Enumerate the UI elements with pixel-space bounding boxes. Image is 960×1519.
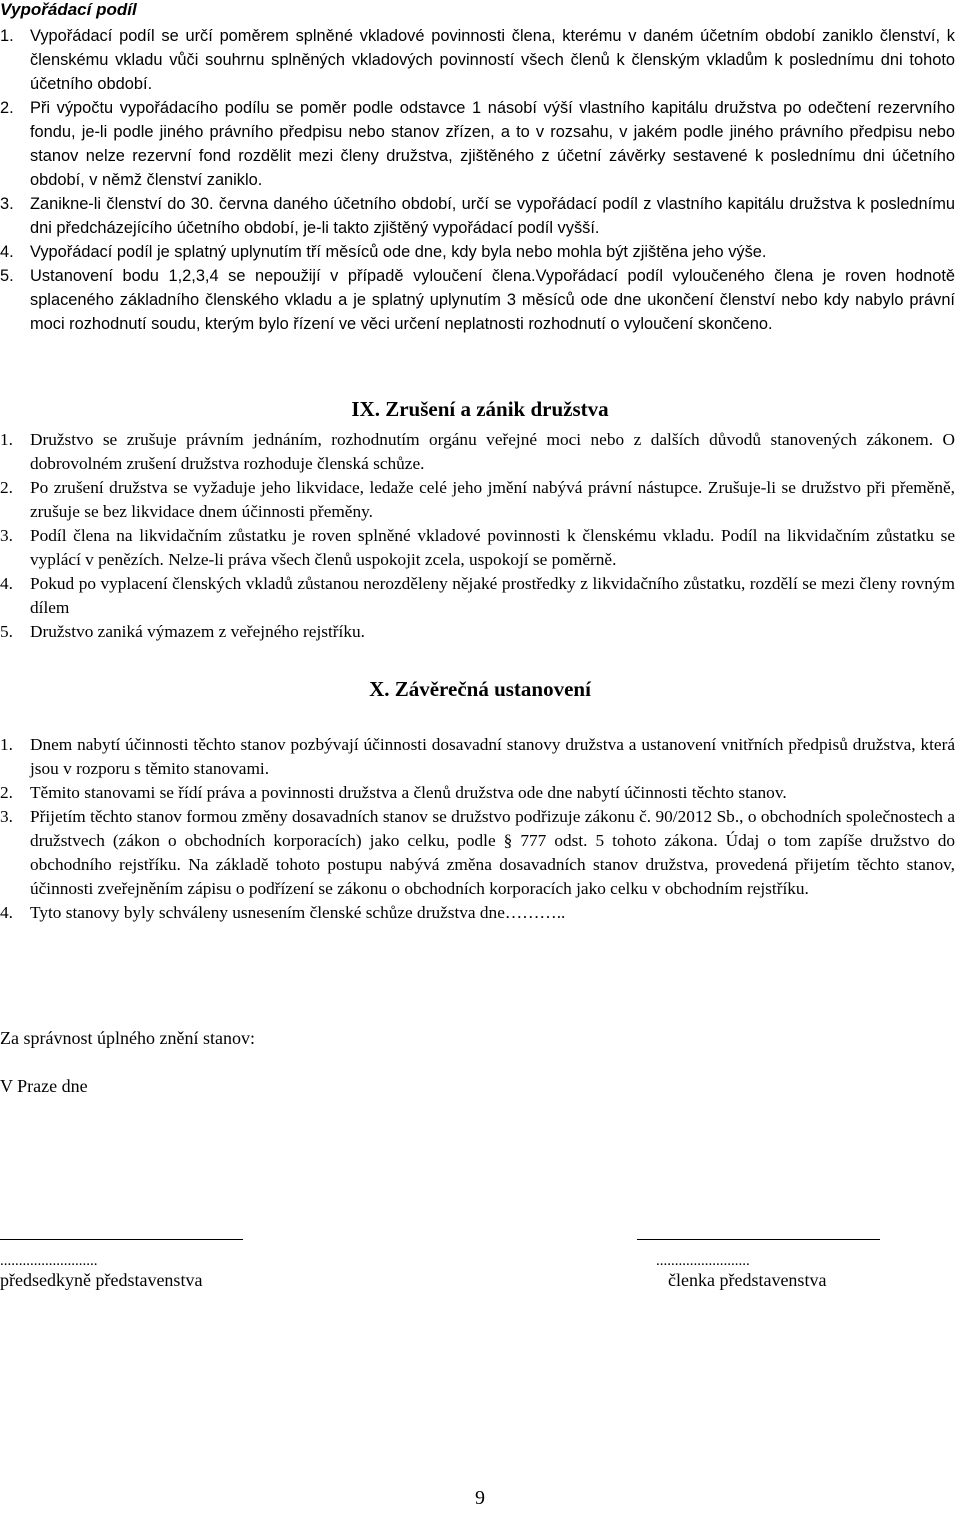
dissolution-section (0, 428, 955, 644)
signature-role-left: předsedkyně představenstva (0, 1270, 203, 1290)
item-text: Družstvo se zrušuje právním jednáním, rozhodnutím orgánu veřejné moci nebo z dalších důvodů stanovených zákonem. O dobrovolném zrušení družstva rozhoduje členská schůze. (30, 430, 955, 473)
item-text: Pokud po vyplacení členských vkladů zůstanou nerozděleny nějaké prostředky z likvidačního zůstatku, rozdělí se mezi členy rovným dílem (30, 574, 955, 617)
item-text: Zanikne-li členství do 30. června daného účetního období, určí se vypořádací podíl z vlastního kapitálu družstva k poslednímu dni předcházejícího účetního období, je-li takto zjištěný vypořádací podíl vyšší. (30, 195, 955, 237)
item-number: 1. (0, 735, 13, 754)
heading-dissolution: IX. Zrušení a zánik družstva (351, 397, 609, 421)
dissolution-list (0, 428, 955, 644)
item-text: Přijetím těchto stanov formou změny dosavadních stanov se družstvo podřizuje zákonu č. 90/2012 Sb., o obchodních společnostech a družstvech (zákon o obchodních korporacích) jako celku, podle § 777 odst. 5 tohoto zákona. Údaj o tom zapíše družstvo do obchodního rejstříku. Na základě tohoto postupu nabývá změna dosavadních stanov družstva, provedená přijetím těchto stanov, účinnosti zveřejněním zápisu o podřízení se zákonu o obchodních korporacích jako celku v obchodním rejstříku. (30, 807, 955, 898)
list-item (0, 572, 955, 620)
list-item (0, 264, 955, 336)
item-text: Po zrušení družstva se vyžaduje jeho likvidace, ledaže celé jeho jmění nabývá právní nástupce. Zrušuje-li se družstvo při přeměně, zrušuje se bez likvidace dnem účinnosti přeměny. (30, 478, 955, 521)
correctness-label: Za správnost úplného znění stanov: (0, 1028, 255, 1048)
final-provisions-list (0, 733, 955, 925)
item-number: 4. (0, 903, 13, 922)
item-text: Dnem nabytí účinnosti těchto stanov pozbývají účinnosti dosavadní stanovy družstva a ustanovení vnitřních předpisů družstva, která jsou v rozporu s těmito stanovami. (30, 735, 955, 778)
final-provisions-section (0, 733, 955, 925)
item-number: 2. (0, 99, 14, 117)
section-title: Vypořádací podíl (0, 0, 137, 19)
item-number: 3. (0, 526, 13, 545)
signature-line-right (637, 1239, 880, 1240)
item-text: Vypořádací podíl se určí poměrem splněné vkladové povinnosti člena, kterému v daném účetním období zaniklo členství, k členskému vkladu vůči souhrnu splněných vkladových povinností všech členů k členským vkladům k poslednímu dni tohoto účetního období. (30, 27, 955, 93)
list-item (0, 901, 955, 925)
settlement-section (0, 24, 955, 336)
item-number: 3. (0, 807, 13, 826)
heading-final-provisions: X. Závěrečná ustanovení (369, 677, 591, 701)
item-text: Těmito stanovami se řídí práva a povinnosti družstva a členů družstva ode dne nabytí účinnosti těchto stanov. (30, 783, 787, 802)
item-number: 2. (0, 783, 13, 802)
item-number: 1. (0, 430, 13, 449)
item-text: Při výpočtu vypořádacího podílu se poměr podle odstavce 1 násobí výší vlastního kapitálu družstva po odečtení rezervního fondu, je-li podle jiného právního předpisu nebo stanov zřízen, a to v rozsahu, v jakém podle jiného právního předpisu nebo stanov nelze rezervní fond rozdělit mezi členy družstva, zjištěného z účetní závěrky sestavené k poslednímu dni účetního období, v němž členství zaniklo. (30, 99, 955, 189)
signature-role-right: členka představenstva (668, 1270, 827, 1290)
settlement-list (0, 24, 955, 336)
list-item (0, 733, 955, 781)
item-text: Vypořádací podíl je splatný uplynutím tří měsíců ode dne, kdy byla nebo mohla být zjištěna jeho výše. (30, 243, 767, 261)
list-item (0, 524, 955, 572)
list-item (0, 620, 955, 644)
item-text: Družstvo zaniká výmazem z veřejného rejstříku. (30, 622, 365, 641)
item-number: 5. (0, 267, 14, 285)
signature-dots-right: ......................... (656, 1253, 750, 1269)
list-item (0, 24, 955, 96)
list-item (0, 192, 955, 240)
signature-line-left (0, 1239, 243, 1240)
item-number: 2. (0, 478, 13, 497)
item-number: 1. (0, 27, 14, 45)
item-number: 4. (0, 243, 14, 261)
list-item (0, 96, 955, 192)
item-text: Ustanovení bodu 1,2,3,4 se nepoužijí v případě vyloučení člena.Vypořádací podíl vyloučeného člena je roven hodnotě splaceného základního členského vkladu a je splatný uplynutím 3 měsíců ode dne ukončení členství nebo kdy nabylo právní moci rozhodnutí soudu, kterým bylo řízení ve věci určení neplatnosti rozhodnutí o vyloučení skončeno. (30, 267, 955, 333)
list-item (0, 476, 955, 524)
item-text: Podíl člena na likvidačním zůstatku je roven splněné vkladové povinnosti k členskému vkladu. Podíl na likvidačním zůstatku se vyplácí v penězích. Nelze-li práva všech členů uspokojit zcela, uspokojí se poměrně. (30, 526, 955, 569)
item-number: 5. (0, 622, 13, 641)
item-number: 3. (0, 195, 14, 213)
signature-dots-left: .......................... (0, 1253, 98, 1269)
place-date: V Praze dne (0, 1076, 88, 1096)
list-item (0, 428, 955, 476)
item-text: Tyto stanovy byly schváleny usnesením členské schůze družstva dne……….. (30, 903, 566, 922)
list-item (0, 781, 955, 805)
list-item (0, 805, 955, 901)
page-number: 9 (475, 1487, 485, 1509)
list-item (0, 240, 955, 264)
item-number: 4. (0, 574, 13, 593)
